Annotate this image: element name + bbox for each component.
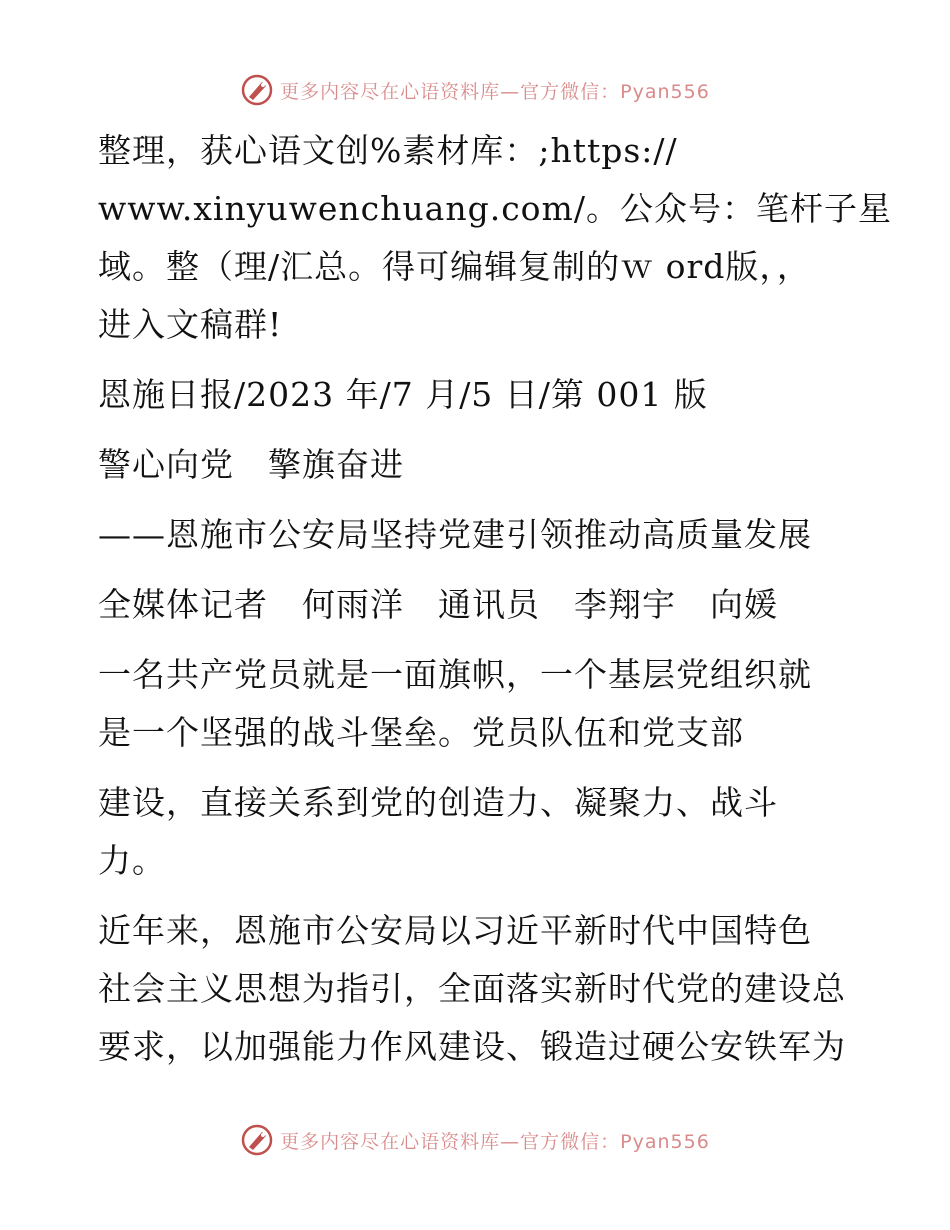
paragraph-2-line-1: 建设，直接关系到党的创造力、凝聚力、战斗 — [98, 783, 778, 822]
headline — [98, 436, 858, 494]
fountain-pen-logo-icon — [240, 1123, 274, 1157]
intro-line-4: 进入文稿群! — [98, 305, 283, 344]
intro-paragraph — [98, 122, 892, 354]
body-paragraph-1 — [98, 646, 858, 762]
byline-text: 全媒体记者 何雨洋 通讯员 李翔宇 向媛 — [98, 585, 778, 624]
paragraph-2-line-2: 力。 — [98, 841, 166, 880]
footer-watermark-text: 更多内容尽在心语资料库—官方微信：Pyan556 — [280, 1130, 710, 1153]
paragraph-3-line-3: 要求，以加强能力作风建设、锻造过硬公安铁军为 — [98, 1027, 846, 1066]
document-body — [98, 122, 892, 1076]
byline — [98, 576, 858, 634]
paragraph-1-line-2: 是一个坚强的战斗堡垒。党员队伍和党支部 — [98, 713, 744, 752]
body-paragraph-3 — [98, 902, 858, 1076]
source-line — [98, 366, 858, 424]
body-paragraph-2 — [98, 774, 858, 890]
subheadline — [98, 506, 858, 564]
footer-watermark-banner — [0, 1120, 950, 1160]
intro-line-3: 域。整（理/汇总。得可编辑复制的ｗ ord版，， — [98, 247, 811, 286]
header-watermark-text: 更多内容尽在心语资料库—官方微信：Pyan556 — [280, 80, 710, 103]
subheadline-text: ——恩施市公安局坚持党建引领推动高质量发展 — [98, 515, 812, 554]
paragraph-1-line-1: 一名共产党员就是一面旗帜，一个基层党组织就 — [98, 655, 812, 694]
fountain-pen-logo-icon — [240, 73, 274, 107]
intro-line-1: 整理，获心语文创%素材库：;https:// — [98, 131, 678, 170]
intro-line-2: www.xinyuwenchuang.com/。公众号：笔杆子星 — [98, 189, 892, 228]
headline-text: 警心向党 擎旗奋进 — [98, 445, 404, 484]
source-text: 恩施日报/2023 年/7 月/5 日/第 001 版 — [98, 375, 708, 414]
paragraph-3-line-2: 社会主义思想为指引，全面落实新时代党的建设总 — [98, 969, 846, 1008]
paragraph-3-line-1: 近年来，恩施市公安局以习近平新时代中国特色 — [98, 911, 812, 950]
header-watermark-banner — [0, 70, 950, 110]
